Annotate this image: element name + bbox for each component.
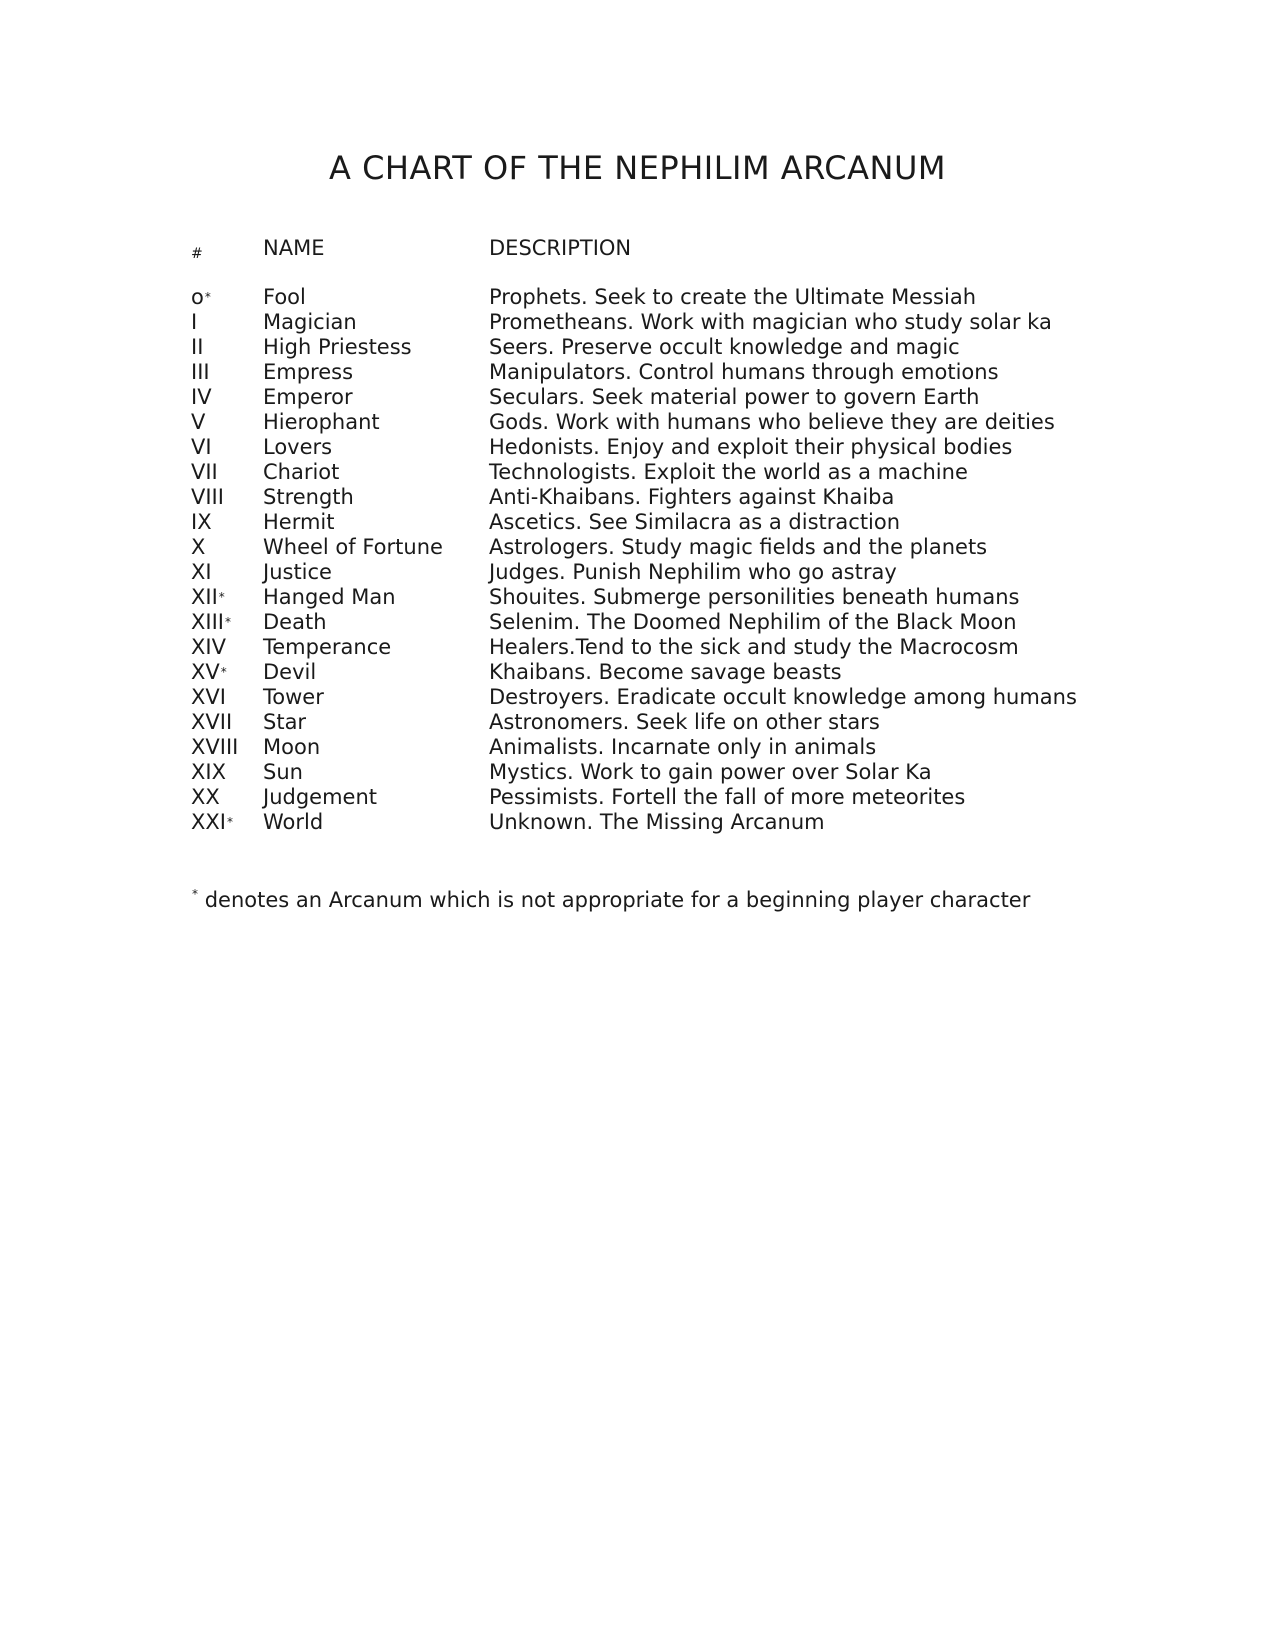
arcanum-number	[191, 410, 205, 435]
arcanum-name: Temperance	[263, 635, 392, 659]
arcanum-name: Sun	[263, 760, 303, 784]
arcanum-description: Destroyers. Eradicate occult knowledge among humans	[489, 685, 1077, 709]
arcanum-name: Tower	[263, 685, 324, 709]
arcanum-description: Unknown. The Missing Arcanum	[489, 810, 825, 834]
arcanum-number-text: XXI	[191, 810, 226, 834]
arcanum-name: Emperor	[263, 385, 353, 409]
table-row	[0, 435, 1275, 460]
page-title: A CHART OF THE NEPHILIM ARCANUM	[329, 149, 946, 187]
arcanum-number-text: VIII	[191, 485, 224, 509]
arcanum-number-text: XI	[191, 560, 212, 584]
arcanum-number	[191, 685, 226, 710]
arcanum-number-text: VII	[191, 460, 218, 484]
arcanum-number	[191, 535, 205, 560]
arcanum-number-text: II	[191, 335, 204, 359]
header-description: DESCRIPTION	[489, 236, 632, 260]
arcanum-name: Strength	[263, 485, 354, 509]
arcanum-number-text: o	[191, 285, 204, 309]
table-row	[0, 510, 1275, 535]
arcanum-number-text: IX	[191, 510, 212, 534]
arcanum-table	[0, 285, 1275, 835]
table-row	[0, 560, 1275, 585]
arcanum-number-text: V	[191, 410, 206, 434]
arcanum-number-text: XV	[191, 660, 220, 684]
table-row	[0, 310, 1275, 335]
arcanum-number-text: IV	[191, 385, 212, 409]
arcanum-number	[191, 360, 210, 385]
arcanum-description: Healers.Tend to the sick and study the Macrocosm	[489, 635, 1019, 659]
restricted-marker: *	[226, 815, 233, 829]
arcanum-name: Magician	[263, 310, 357, 334]
arcanum-number	[191, 460, 218, 485]
arcanum-name: Empress	[263, 360, 354, 384]
arcanum-description: Anti-Khaibans. Fighters against Khaiba	[489, 485, 895, 509]
arcanum-number	[191, 310, 197, 335]
table-row	[0, 535, 1275, 560]
footnote	[191, 886, 1030, 914]
table-row	[0, 635, 1275, 660]
table-row	[0, 810, 1275, 835]
arcanum-number-text: XVII	[191, 710, 233, 734]
table-row	[0, 760, 1275, 785]
arcanum-description: Prometheans. Work with magician who study solar ka	[489, 310, 1052, 334]
table-header	[0, 234, 1275, 262]
arcanum-description: Shouites. Submerge personilities beneath humans	[489, 585, 1020, 609]
arcanum-name: Star	[263, 710, 307, 734]
arcanum-number	[191, 710, 232, 735]
arcanum-description: Technologists. Exploit the world as a machine	[489, 460, 968, 484]
arcanum-number	[191, 335, 203, 360]
table-row	[0, 685, 1275, 710]
header-number: #	[191, 246, 203, 262]
table-row	[0, 485, 1275, 510]
arcanum-number-text: XVI	[191, 685, 226, 709]
arcanum-number	[191, 760, 226, 785]
arcanum-name: Moon	[263, 735, 321, 759]
table-row	[0, 735, 1275, 760]
footnote-text: denotes an Arcanum which is not appropriate for a beginning player character	[204, 888, 1031, 912]
arcanum-description: Mystics. Work to gain power over Solar Ka	[489, 760, 932, 784]
table-row	[0, 610, 1275, 635]
arcanum-number-text: X	[191, 535, 206, 559]
arcanum-description: Astrologers. Study magic fields and the planets	[489, 535, 988, 559]
arcanum-number	[191, 510, 212, 535]
arcanum-number-text: XIII	[191, 610, 224, 634]
table-row	[0, 360, 1275, 385]
arcanum-number	[191, 660, 227, 685]
arcanum-description: Manipulators. Control humans through emotions	[489, 360, 999, 384]
table-row	[0, 285, 1275, 310]
arcanum-description: Seculars. Seek material power to govern Earth	[489, 385, 980, 409]
arcanum-number-text: I	[191, 310, 198, 334]
arcanum-description: Selenim. The Doomed Nephilim of the Black Moon	[489, 610, 1017, 634]
header-name: NAME	[263, 236, 325, 260]
arcanum-name: Justice	[263, 560, 332, 584]
arcanum-description: Gods. Work with humans who believe they are deities	[489, 410, 1055, 434]
arcanum-name: Wheel of Fortune	[263, 535, 443, 559]
restricted-marker: *	[218, 590, 225, 604]
arcanum-number-text: XII	[191, 585, 218, 609]
arcanum-name: Judgement	[263, 785, 378, 809]
arcanum-number	[191, 585, 225, 610]
arcanum-description: Judges. Punish Nephilim who go astray	[489, 560, 897, 584]
arcanum-number	[191, 560, 212, 585]
table-row	[0, 385, 1275, 410]
arcanum-number-text: XIX	[191, 760, 226, 784]
arcanum-name: World	[263, 810, 324, 834]
arcanum-name: Death	[263, 610, 327, 634]
arcanum-name: Hermit	[263, 510, 335, 534]
arcanum-name: Lovers	[263, 435, 333, 459]
arcanum-name: Hanged Man	[263, 585, 396, 609]
restricted-marker: *	[220, 665, 227, 679]
table-row	[0, 335, 1275, 360]
arcanum-number	[191, 810, 233, 835]
arcanum-number	[191, 610, 231, 635]
restricted-marker: *	[224, 615, 231, 629]
arcanum-number	[191, 385, 212, 410]
arcanum-number-text: XX	[191, 785, 220, 809]
arcanum-number	[191, 735, 238, 760]
table-row	[0, 460, 1275, 485]
arcanum-number	[191, 485, 224, 510]
arcanum-description: Prophets. Seek to create the Ultimate Messiah	[489, 285, 976, 309]
arcanum-name: Hierophant	[263, 410, 380, 434]
table-row	[0, 660, 1275, 685]
footnote-marker: *	[192, 887, 198, 901]
table-row	[0, 585, 1275, 610]
arcanum-number	[191, 785, 220, 810]
restricted-marker: *	[204, 290, 211, 304]
arcanum-name: High Priestess	[263, 335, 412, 359]
arcanum-description: Seers. Preserve occult knowledge and magic	[489, 335, 960, 359]
arcanum-number-text: III	[191, 360, 210, 384]
arcanum-number	[191, 435, 212, 460]
arcanum-number	[191, 285, 211, 310]
arcanum-name: Devil	[263, 660, 317, 684]
arcanum-name: Fool	[263, 285, 306, 309]
arcanum-number-text: XIV	[191, 635, 226, 659]
arcanum-description: Ascetics. See Similacra as a distraction	[489, 510, 901, 534]
arcanum-number	[191, 635, 226, 660]
table-row	[0, 785, 1275, 810]
arcanum-description: Khaibans. Become savage beasts	[489, 660, 842, 684]
arcanum-description: Pessimists. Fortell the fall of more meteorites	[489, 785, 966, 809]
arcanum-number-text: XVIII	[191, 735, 239, 759]
table-row	[0, 710, 1275, 735]
arcanum-number-text: VI	[191, 435, 212, 459]
arcanum-description: Astronomers. Seek life on other stars	[489, 710, 880, 734]
arcanum-name: Chariot	[263, 460, 340, 484]
arcanum-description: Hedonists. Enjoy and exploit their physical bodies	[489, 435, 1013, 459]
table-row	[0, 410, 1275, 435]
arcanum-description: Animalists. Incarnate only in animals	[489, 735, 877, 759]
